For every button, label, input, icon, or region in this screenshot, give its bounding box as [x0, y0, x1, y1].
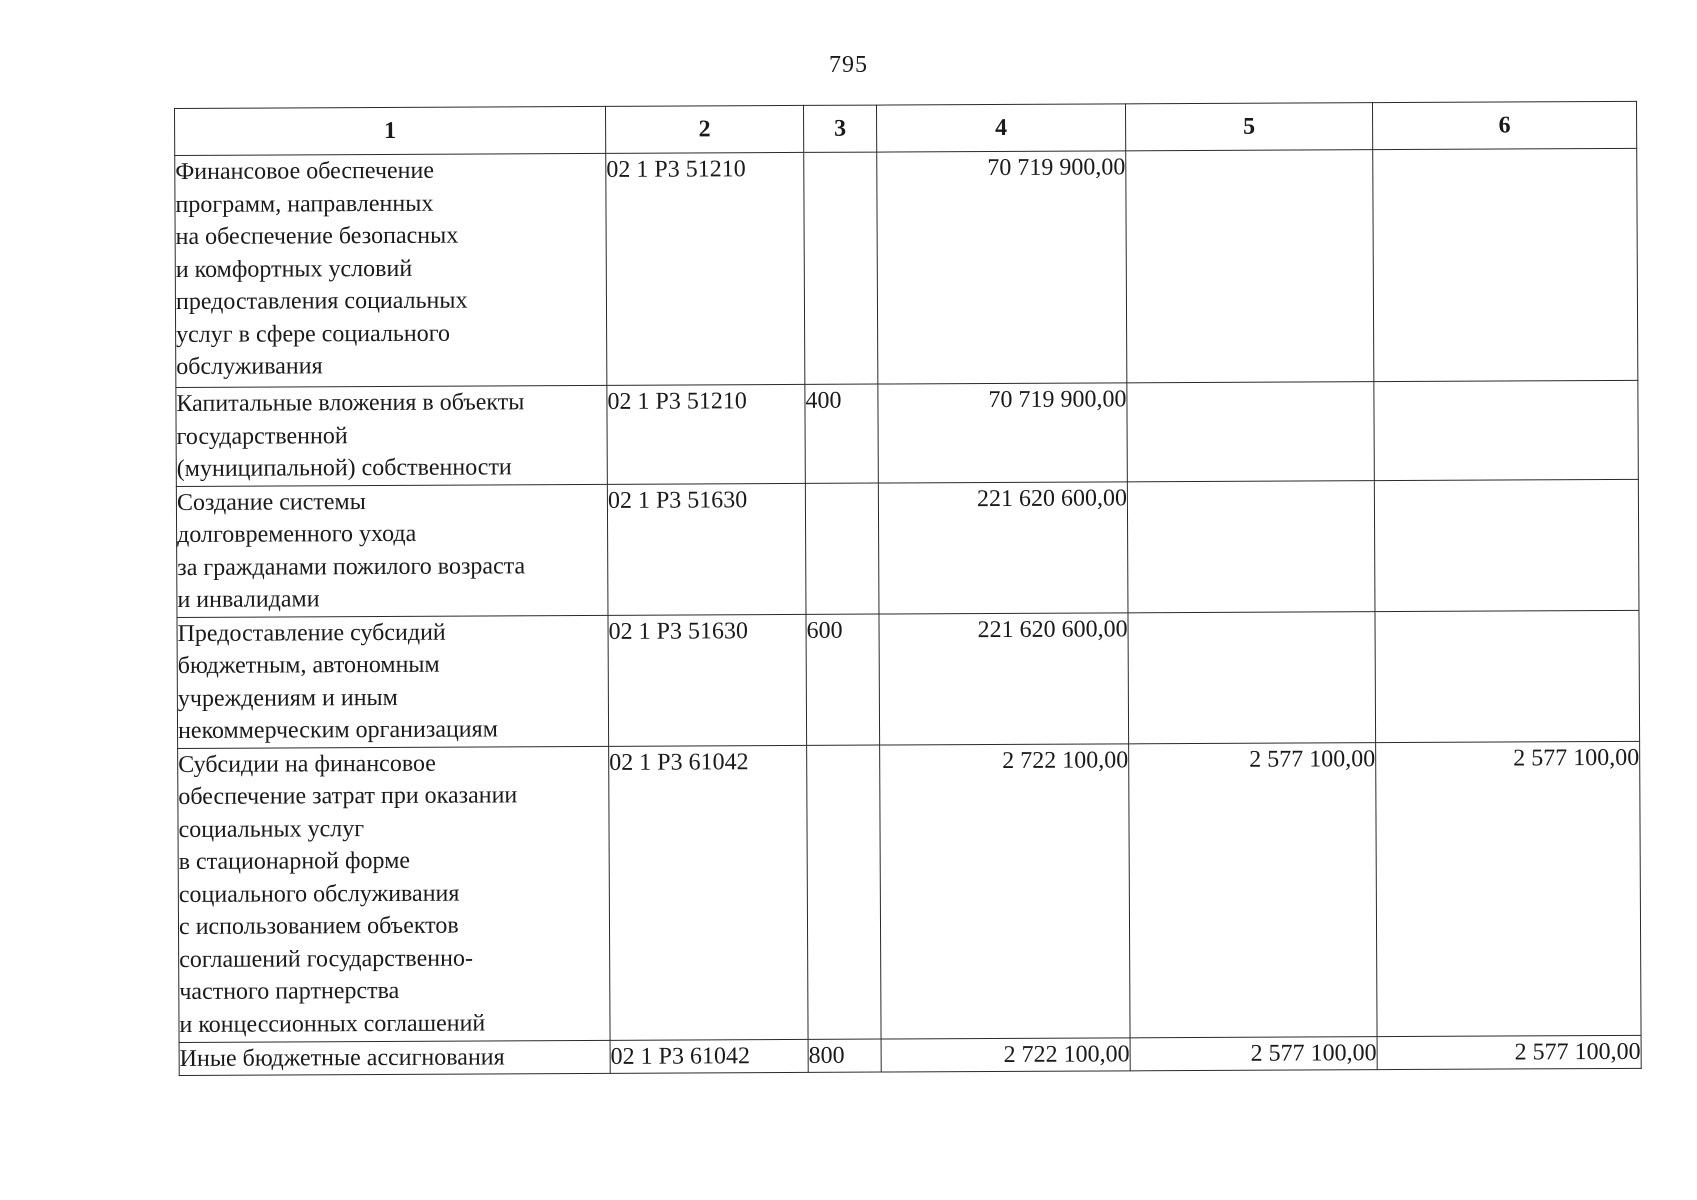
item-name: Создание системы долговременного ухода за гражданами пожилого возраста и инвалидами	[176, 484, 608, 617]
column-header: 3	[803, 105, 876, 152]
table-row	[175, 148, 1638, 387]
item-name: Финансовое обеспечение программ, направленных на обеспечение безопасных и комфортных условий предоставления социальных услуг в сфере социального обслуживания	[175, 153, 607, 387]
column-header: 5	[1125, 103, 1372, 151]
target-code: 02 1 P3 51630	[608, 614, 807, 746]
amount-col4: 2 722 100,00	[881, 1037, 1130, 1072]
amount-col6: 2 577 100,00	[1377, 1035, 1641, 1070]
amount-col5: 2 577 100,00	[1130, 1036, 1377, 1071]
amount-col5	[1126, 150, 1374, 383]
amount-col5	[1127, 480, 1375, 612]
amount-col6	[1373, 148, 1638, 381]
column-header: 1	[175, 106, 606, 155]
item-name: Иные бюджетные ассигнования	[179, 1040, 610, 1076]
amount-col6: 2 577 100,00	[1376, 741, 1641, 1036]
item-name: Капитальные вложения в объекты государственной (муниципальной) собственности	[176, 385, 607, 486]
item-name: Субсидии на финансовое обеспечение затрат при оказании социальных услуг в стационарной форме социального обслуживания с использованием объектов соглашений государственно- частного партнерства и концессионных соглашений	[178, 746, 610, 1042]
expense-type: 600	[806, 614, 880, 745]
item-name: Предоставление субсидий бюджетным, автономным учреждениям и иным некоммерческим организациям	[177, 615, 609, 748]
target-code: 02 1 P3 51210	[606, 152, 805, 385]
amount-col4: 221 620 600,00	[878, 481, 1128, 613]
amount-col5	[1128, 611, 1376, 743]
amount-col4: 2 722 100,00	[880, 743, 1130, 1038]
amount-col6	[1375, 610, 1640, 742]
table-row	[176, 380, 1638, 486]
table-row	[176, 479, 1639, 617]
column-header: 4	[876, 104, 1125, 152]
table-row	[178, 741, 1641, 1042]
amount-col5	[1127, 382, 1374, 482]
table-row	[177, 610, 1640, 748]
expense-type: 400	[805, 384, 878, 483]
budget-table	[174, 101, 1642, 1076]
target-code: 02 1 P3 51210	[607, 384, 805, 483]
amount-col4: 70 719 900,00	[877, 151, 1127, 384]
amount-col4: 221 620 600,00	[879, 612, 1129, 744]
expense-type	[804, 152, 878, 384]
column-header: 6	[1372, 101, 1636, 149]
amount-col5: 2 577 100,00	[1129, 742, 1377, 1037]
expense-type	[807, 745, 881, 1039]
expense-type	[805, 483, 879, 614]
target-code: 02 1 P3 61042	[609, 745, 808, 1040]
expense-type: 800	[808, 1039, 881, 1073]
table-row	[179, 1035, 1641, 1076]
amount-col4: 70 719 900,00	[878, 383, 1127, 483]
table-header-row	[175, 101, 1637, 155]
amount-col6	[1374, 380, 1638, 480]
target-code: 02 1 P3 61042	[610, 1039, 808, 1073]
column-header: 2	[605, 105, 803, 153]
target-code: 02 1 P3 51630	[607, 483, 806, 615]
amount-col6	[1374, 479, 1639, 611]
page-number: 795	[829, 52, 868, 78]
